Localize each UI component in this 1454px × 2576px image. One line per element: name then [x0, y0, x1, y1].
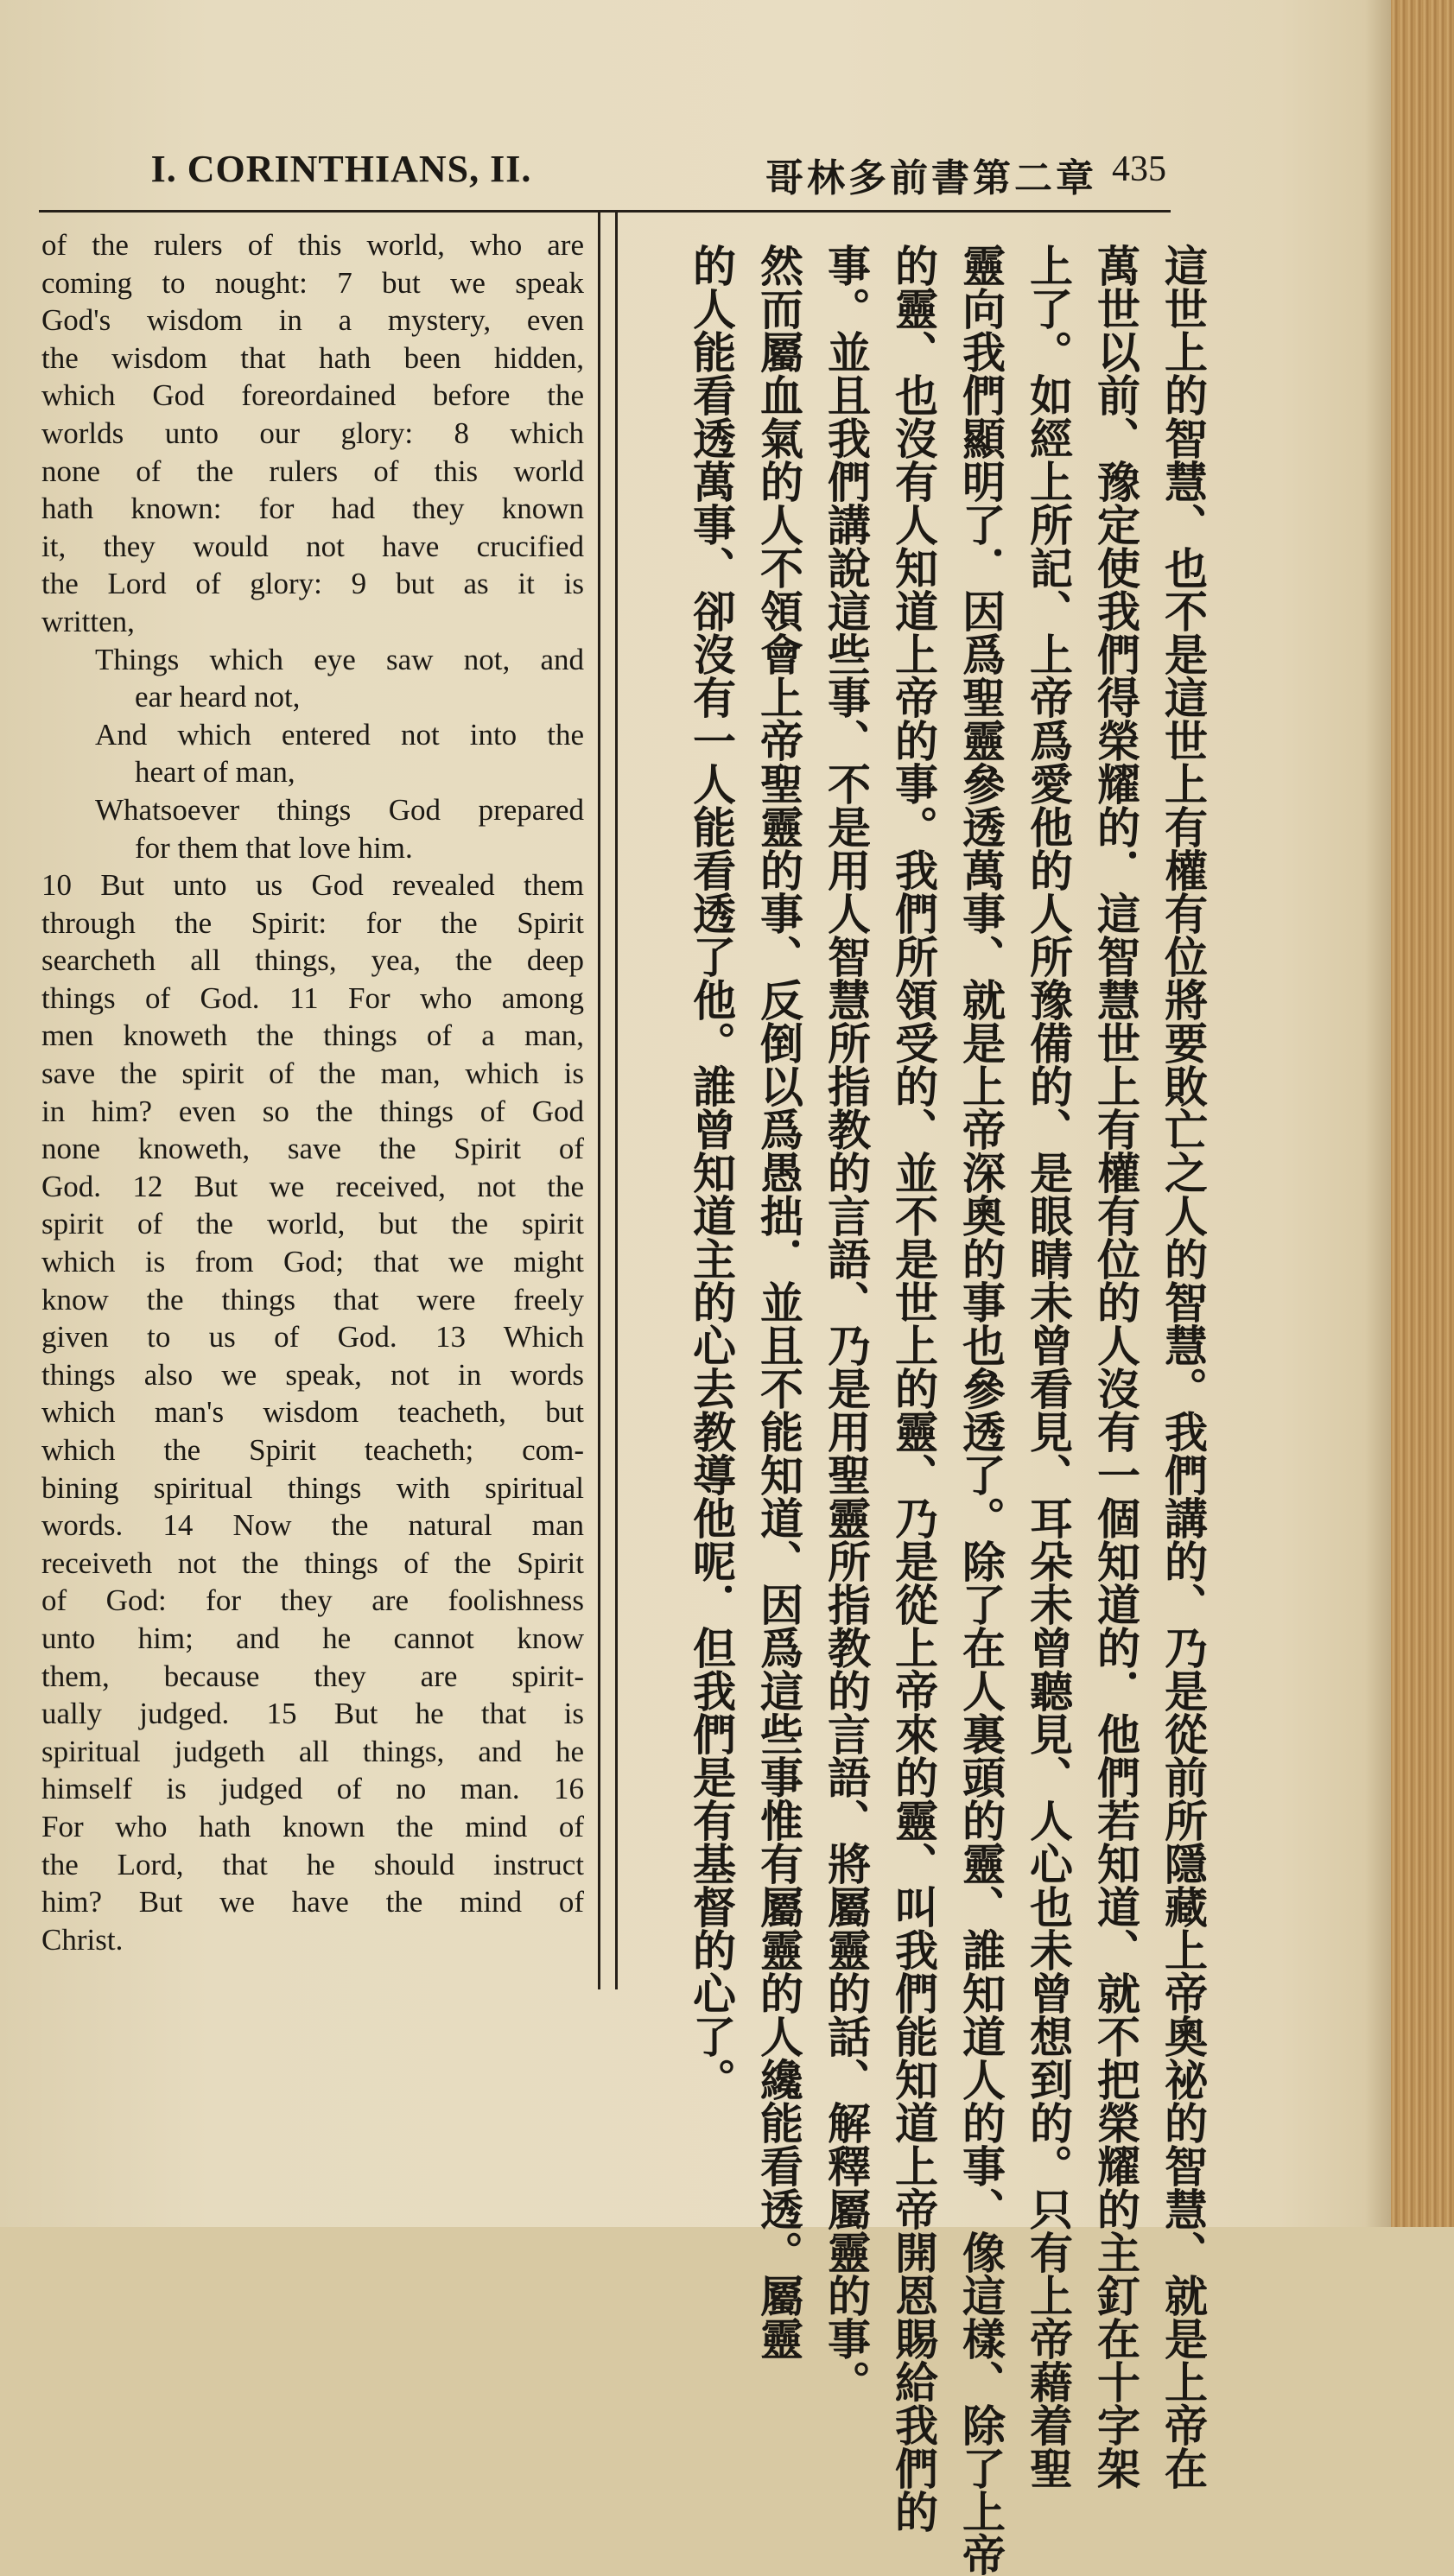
chinese-column: 這世上的智慧、也不是這世上有權有位將要敗亡之人的智慧。我們講的、乃是從前所隱藏上帝奧祕的智慧、就是上帝在	[1158, 244, 1208, 2490]
english-line: receiveth not the things of the Spirit	[41, 1545, 584, 1580]
english-line: coming to nought: 7 but we speak	[41, 265, 584, 300]
english-line: which man's wisdom teacheth, but	[41, 1395, 584, 1430]
page-number: 435	[1112, 149, 1166, 189]
english-line: hath known: for had they known	[41, 492, 584, 526]
english-line: it, they would not have crucified	[41, 529, 584, 563]
chinese-column: 萬世以前、豫定使我們得榮耀的．這智慧世上有權有位的人沒有一個知道的．他們若知道、就不把榮耀的主釘在十字架	[1090, 244, 1140, 2490]
chinese-column: 靈向我們顯明了．因爲聖靈參透萬事、就是上帝深奧的事也參透了。除了在人裏頭的靈、誰知道人的事、像這樣、除了上帝	[956, 244, 1006, 2576]
chinese-column: 的靈、也沒有人知道上帝的事。我們所領受的、並不是世上的靈、乃是從上帝來的靈、叫我們能知道上帝開恩賜給我們的	[888, 244, 938, 2533]
english-line: worlds unto our glory: 8 which	[41, 416, 584, 450]
english-line: unto him; and he cannot know	[41, 1621, 584, 1655]
english-line: of God: for they are foolishness	[41, 1583, 584, 1618]
english-line: none of the rulers of this world	[41, 454, 584, 488]
english-line: God's wisdom in a mystery, even	[41, 303, 584, 338]
english-line: save the spirit of the man, which is	[41, 1056, 584, 1091]
page-edges	[1391, 0, 1454, 2227]
english-line: God. 12 But we received, not the	[41, 1169, 584, 1203]
chinese-text-column	[629, 244, 1216, 2576]
chinese-column: 然而屬血氣的人不領會上帝聖靈的事、反倒以爲愚拙．並且不能知道、因爲這些事惟有屬靈的人纔能看透。屬靈	[753, 244, 803, 2360]
english-line: the Lord, that he should instruct	[41, 1847, 584, 1881]
english-line: none knoweth, save the Spirit of	[41, 1132, 584, 1166]
english-line: of the rulers of this world, who are	[41, 228, 584, 262]
english-line: 10 But unto us God revealed them	[41, 868, 584, 903]
column-divider-right	[615, 210, 618, 1989]
english-line: spiritual judgeth all things, and he	[41, 1734, 584, 1768]
chinese-column: 的人能看透萬事、卻沒有一人能看透了他。誰曾知道主的心去教導他呢．但我們是有基督的心了。	[686, 244, 736, 2101]
english-line: him? But we have the mind of	[41, 1885, 584, 1919]
english-running-head: I. CORINTHIANS, II.	[150, 148, 532, 190]
english-line: searcheth all things, yea, the deep	[41, 943, 584, 978]
english-line: through the Spirit: for the Spirit	[41, 905, 584, 940]
english-line: which the Spirit teacheth; com-	[41, 1433, 584, 1467]
english-line: bining spiritual things with spiritual	[41, 1470, 584, 1505]
english-line: men knoweth the things of a man,	[41, 1018, 584, 1053]
english-line: ually judged. 15 But he that is	[41, 1697, 584, 1731]
english-line: them, because they are spirit-	[41, 1659, 584, 1693]
english-line: things also we speak, not in words	[41, 1357, 584, 1392]
english-line: for them that love him.	[135, 830, 413, 865]
chinese-running-head: 哥林多前書第二章	[765, 156, 1097, 200]
english-line: For who hath known the mind of	[41, 1809, 584, 1843]
header-rule	[39, 210, 1171, 213]
chinese-column: 事。並且我們講說這些事、不是用人智慧所指教的言語、乃是用聖靈所指教的言語、將屬靈的話、解釋屬靈的事。	[821, 244, 871, 2403]
english-line: the wisdom that hath been hidden,	[41, 340, 584, 375]
column-divider-left	[598, 210, 600, 1989]
english-line: the Lord of glory: 9 but as it is	[41, 567, 584, 601]
english-line: himself is judged of no man. 16	[41, 1772, 584, 1806]
english-line: words. 14 Now the natural man	[41, 1508, 584, 1543]
english-line: things of God. 11 For who among	[41, 980, 584, 1015]
english-line: heart of man,	[135, 755, 295, 790]
chinese-column: 上了。如經上所記、上帝爲愛他的人所豫備的、是眼睛未曾看見、耳朵未曾聽見、人心也未曾想到的。只有上帝藉着聖	[1023, 244, 1073, 2490]
english-text-column	[41, 226, 584, 1958]
english-line: in him? even so the things of God	[41, 1094, 584, 1128]
english-line: written,	[41, 604, 135, 638]
english-line: which is from God; that we might	[41, 1245, 584, 1279]
english-line: Christ.	[41, 1922, 124, 1957]
english-line: know the things that were freely	[41, 1282, 584, 1317]
english-line: Things which eye saw not, and	[95, 642, 584, 676]
english-line: given to us of God. 13 Which	[41, 1320, 584, 1355]
english-line: which God foreordained before the	[41, 378, 584, 413]
english-line: And which entered not into the	[95, 717, 584, 752]
english-line: ear heard not,	[135, 680, 301, 714]
english-line: Whatsoever things God prepared	[95, 792, 584, 827]
english-line: spirit of the world, but the spirit	[41, 1207, 584, 1241]
